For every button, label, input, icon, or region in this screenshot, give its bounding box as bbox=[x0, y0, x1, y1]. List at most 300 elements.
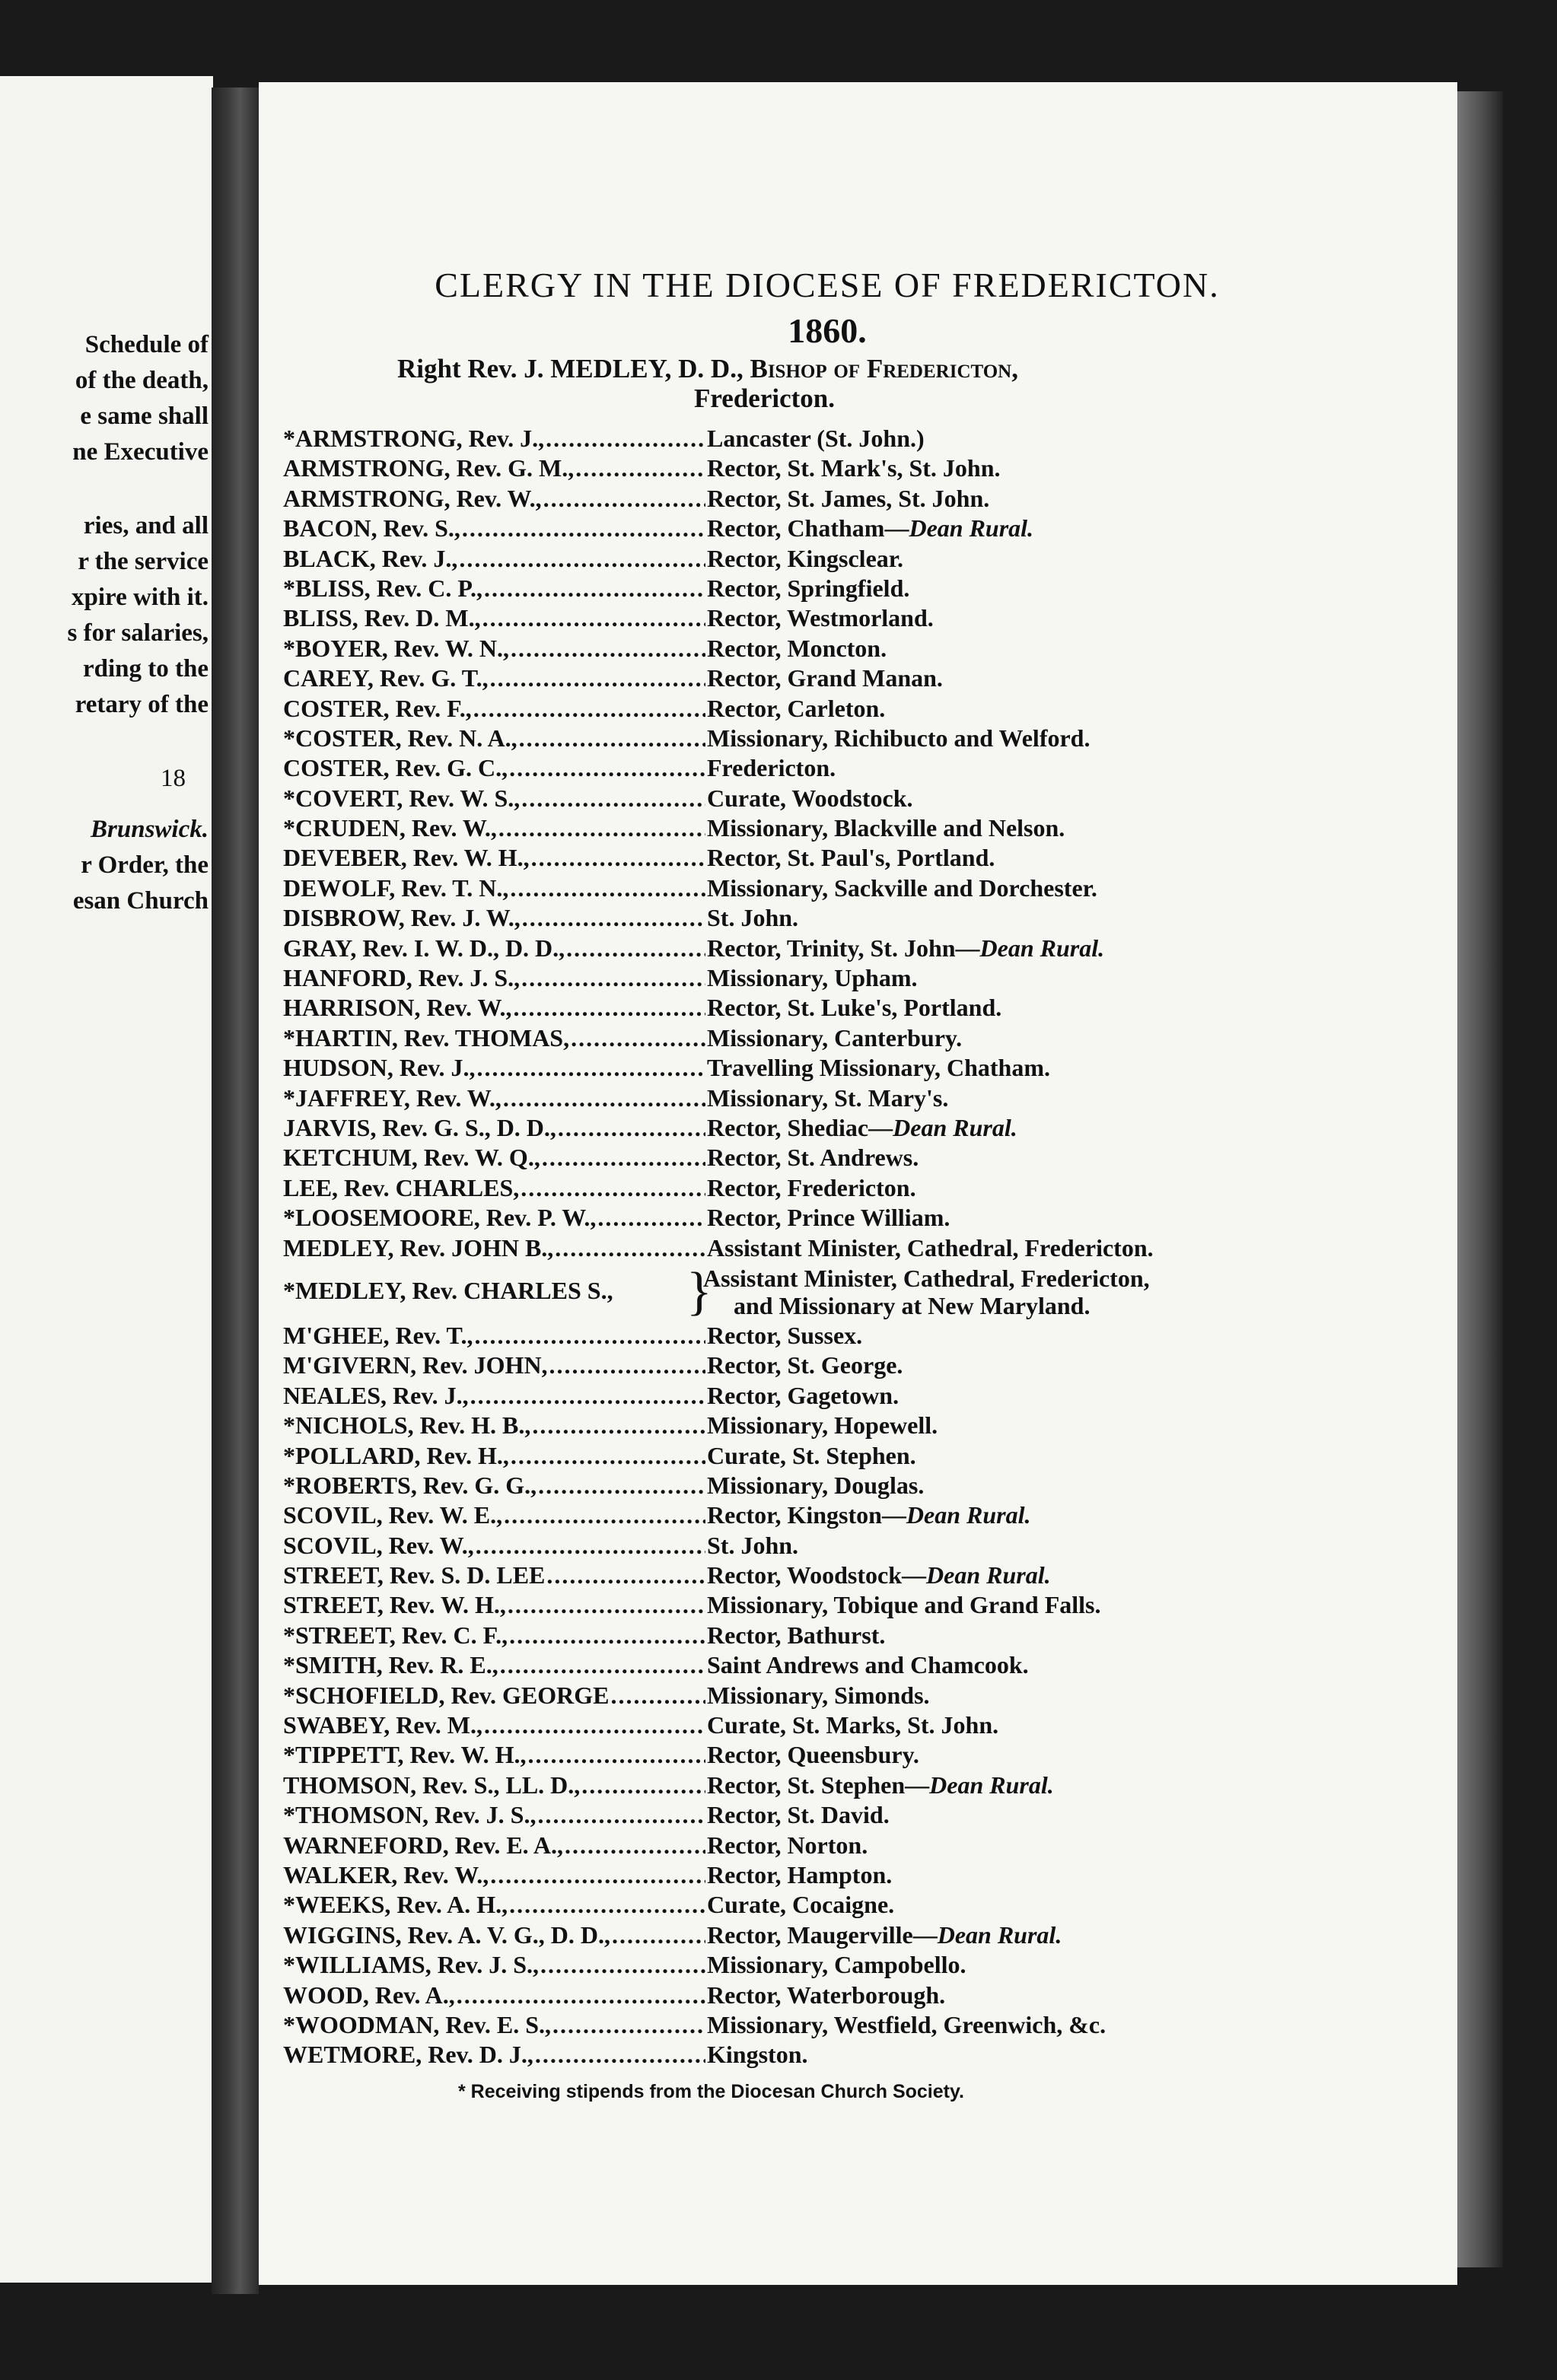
clergy-name-cell bbox=[283, 1681, 705, 1710]
left-line: of the death, bbox=[75, 367, 209, 394]
dot-leader bbox=[489, 1860, 705, 1890]
dot-leader bbox=[508, 1621, 705, 1650]
appointment-text: Rector, St. Paul's, Portland. bbox=[707, 844, 995, 872]
appointment-text: Missionary, Simonds. bbox=[707, 1681, 930, 1709]
dot-leader bbox=[530, 1411, 705, 1440]
clergy-name: GRAY, Rev. I. W. D., D. D., bbox=[283, 934, 565, 962]
clergy-appointment bbox=[705, 453, 1000, 483]
clergy-name-cell bbox=[283, 724, 705, 753]
clergy-name-cell bbox=[283, 1203, 705, 1233]
appointment-text: Rector, St. Andrews. bbox=[707, 1144, 919, 1172]
clergy-name-cell bbox=[283, 1351, 705, 1380]
appointment-text: Rector, Carleton. bbox=[707, 694, 886, 722]
clergy-row bbox=[283, 1681, 1288, 1710]
clergy-name-cell bbox=[283, 1771, 705, 1800]
clergy-name: JARVIS, Rev. G. S., D. D., bbox=[283, 1113, 556, 1141]
left-line: r Order, the bbox=[81, 851, 209, 879]
dot-leader bbox=[530, 843, 705, 873]
dot-leader bbox=[569, 1023, 705, 1053]
clergy-name: CAREY, Rev. G. T., bbox=[283, 664, 489, 692]
appointment-text: Rector, Shediac— bbox=[707, 1113, 893, 1141]
clergy-appointment bbox=[705, 813, 1065, 843]
clergy-appointment bbox=[705, 1173, 916, 1203]
appointment-text: Kingston. bbox=[707, 2041, 808, 2069]
dot-leader bbox=[539, 1950, 705, 1980]
dean-rural-label: Dean Rural. bbox=[979, 934, 1105, 962]
dot-leader bbox=[469, 1381, 705, 1411]
clergy-row bbox=[283, 1023, 1288, 1053]
appointment-text: St. John. bbox=[707, 904, 799, 932]
left-line-brunswick: Brunswick. bbox=[91, 816, 209, 843]
clergy-row bbox=[283, 903, 1288, 933]
brace-icon: } bbox=[686, 1262, 712, 1321]
appointment-text: Missionary, Sackville and Dorchester. bbox=[707, 873, 1097, 902]
clergy-appointment bbox=[705, 1321, 862, 1351]
clergy-appointment bbox=[705, 1590, 1101, 1620]
clergy-appointment bbox=[705, 1203, 950, 1233]
clergy-list-page bbox=[283, 262, 1288, 2103]
clergy-name: KETCHUM, Rev. W. Q., bbox=[283, 1144, 540, 1172]
left-page-number: 18 bbox=[161, 765, 186, 792]
clergy-name-cell bbox=[283, 843, 705, 873]
clergy-appointment bbox=[703, 1265, 1150, 1319]
clergy-name: ARMSTRONG, Rev. W., bbox=[283, 484, 542, 512]
clergy-appointment bbox=[705, 1023, 962, 1053]
clergy-name-cell bbox=[283, 453, 705, 483]
clergy-name: *STREET, Rev. C. F., bbox=[283, 1621, 508, 1649]
clergy-appointment bbox=[705, 753, 836, 783]
left-line: r the service bbox=[78, 548, 209, 575]
appointment-text: Curate, St. Stephen. bbox=[707, 1441, 916, 1469]
dot-leader bbox=[536, 1800, 705, 1830]
dot-leader bbox=[502, 1500, 705, 1530]
clergy-row bbox=[283, 813, 1288, 843]
clergy-appointment bbox=[705, 663, 943, 693]
dot-leader bbox=[596, 1203, 705, 1233]
clergy-name-cell bbox=[283, 1471, 705, 1500]
clergy-row bbox=[283, 514, 1288, 543]
clergy-row bbox=[283, 1800, 1288, 1830]
clergy-row bbox=[283, 634, 1288, 663]
clergy-row-medley-charles bbox=[283, 1262, 1288, 1321]
clergy-row bbox=[283, 963, 1288, 993]
appointment-text: Rector, St. David. bbox=[707, 1801, 890, 1829]
appointment-text: Rector, Gagetown. bbox=[707, 1381, 899, 1409]
dot-leader bbox=[580, 1771, 705, 1800]
clergy-name: *COSTER, Rev. N. A., bbox=[283, 724, 517, 752]
dot-leader bbox=[565, 934, 705, 963]
clergy-name-cell bbox=[283, 1561, 705, 1590]
appointment-text: Rector, Hampton. bbox=[707, 1860, 893, 1888]
left-line: Schedule of bbox=[84, 331, 209, 358]
clergy-appointment bbox=[705, 1561, 1051, 1590]
left-line: ries, and all bbox=[83, 512, 209, 539]
clergy-appointment bbox=[705, 1083, 948, 1113]
appointment-text: Rector, Sussex. bbox=[707, 1321, 863, 1349]
left-line: e same shall bbox=[80, 402, 209, 430]
clergy-appointment bbox=[705, 1441, 916, 1471]
clergy-appointment bbox=[705, 484, 989, 514]
dot-leader bbox=[460, 514, 705, 543]
clergy-name-cell bbox=[283, 1860, 705, 1890]
appointment-text: Rector, Westmorland. bbox=[707, 604, 934, 632]
clergy-appointment bbox=[705, 903, 798, 933]
clergy-row bbox=[283, 784, 1288, 813]
clergy-name-cell bbox=[283, 694, 705, 724]
dot-leader bbox=[482, 1710, 705, 1740]
clergy-name: *WOODMAN, Rev. E. S., bbox=[283, 2010, 551, 2038]
clergy-name-cell bbox=[283, 1831, 705, 1860]
appointment-text: Missionary, Hopewell. bbox=[707, 1411, 938, 1440]
dot-leader bbox=[610, 1681, 706, 1710]
clergy-row bbox=[283, 934, 1288, 963]
appointment-text: Saint Andrews and Chamcook. bbox=[707, 1651, 1029, 1679]
clergy-appointment bbox=[705, 1890, 894, 1920]
clergy-name: COSTER, Rev. F., bbox=[283, 694, 472, 722]
clergy-appointment bbox=[705, 1981, 945, 2010]
appointment-text: Missionary, Richibucto and Welford. bbox=[707, 724, 1091, 752]
clergy-appointment bbox=[705, 1920, 1062, 1950]
clergy-appointment bbox=[705, 934, 1104, 963]
appointment-text: Rector, Fredericton. bbox=[707, 1173, 916, 1201]
clergy-appointment bbox=[705, 1381, 899, 1411]
clergy-name-cell bbox=[283, 574, 705, 603]
bishop-line bbox=[397, 354, 1288, 383]
appointment-text: Rector, Kingston— bbox=[707, 1501, 906, 1529]
dot-leader bbox=[475, 1053, 705, 1083]
clergy-name: M'GIVERN, Rev. JOHN, bbox=[283, 1351, 548, 1379]
clergy-row bbox=[283, 1321, 1288, 1351]
bishop-name: Right Rev. J. MEDLEY, D. D., bbox=[397, 354, 743, 383]
dean-rural-label: Dean Rural. bbox=[937, 1920, 1062, 1949]
dot-leader bbox=[497, 813, 705, 843]
clergy-name: *ARMSTRONG, Rev. J., bbox=[283, 425, 545, 452]
clergy-name: *NICHOLS, Rev. H. B., bbox=[283, 1411, 531, 1440]
clergy-name-cell bbox=[283, 1890, 705, 1920]
clergy-name: STREET, Rev. W. H., bbox=[283, 1591, 506, 1619]
left-line: rding to the bbox=[83, 655, 209, 682]
clergy-appointment bbox=[705, 1950, 966, 1980]
appointment-text: Curate, Woodstock. bbox=[707, 784, 913, 812]
clergy-name-cell bbox=[283, 784, 705, 813]
clergy-appointment bbox=[705, 424, 925, 453]
clergy-row bbox=[283, 1590, 1288, 1620]
left-line: xpire with it. bbox=[72, 584, 209, 611]
clergy-name: COSTER, Rev. G. C., bbox=[283, 754, 508, 782]
appointment-text: Rector, Chatham— bbox=[707, 514, 909, 542]
clergy-name: *BLISS, Rev. C. P., bbox=[283, 574, 482, 602]
dot-leader bbox=[508, 753, 705, 783]
appointment-text: Rector, St. George. bbox=[707, 1351, 903, 1379]
clergy-name-cell bbox=[283, 544, 705, 574]
dot-leader bbox=[481, 603, 705, 633]
appointment-line-2: and Missionary at New Maryland. bbox=[734, 1291, 1091, 1319]
left-line: ne Executive bbox=[72, 438, 209, 466]
dot-leader bbox=[509, 1441, 705, 1471]
dean-rural-label: Dean Rural. bbox=[906, 1501, 1031, 1529]
appointment-text: Rector, Waterborough. bbox=[707, 1981, 946, 2009]
dot-leader bbox=[509, 634, 705, 663]
clergy-name: BLISS, Rev. D. M., bbox=[283, 604, 481, 632]
appointment-text: Missionary, Blackville and Nelson. bbox=[707, 814, 1065, 842]
clergy-row bbox=[283, 1621, 1288, 1650]
clergy-name: *CRUDEN, Rev. W., bbox=[283, 814, 497, 842]
clergy-row bbox=[283, 1561, 1288, 1590]
clergy-appointment bbox=[705, 784, 913, 813]
clergy-appointment bbox=[705, 694, 885, 724]
left-page bbox=[0, 76, 213, 2283]
dean-rural-label: Dean Rural. bbox=[893, 1113, 1017, 1141]
clergy-row bbox=[283, 1053, 1288, 1083]
dot-leader bbox=[542, 484, 705, 514]
clergy-name-cell bbox=[283, 1023, 705, 1053]
book-gutter bbox=[212, 88, 259, 2294]
clergy-name-cell bbox=[283, 903, 705, 933]
clergy-appointment bbox=[705, 1681, 930, 1710]
clergy-name: WIGGINS, Rev. A. V. G., D. D., bbox=[283, 1920, 610, 1949]
clergy-row bbox=[283, 1471, 1288, 1500]
clergy-name-cell bbox=[283, 934, 705, 963]
appointment-text: Rector, St. Mark's, St. John. bbox=[707, 454, 1001, 482]
clergy-name: SWABEY, Rev. M., bbox=[283, 1711, 482, 1739]
clergy-row bbox=[283, 1203, 1288, 1233]
appointment-text: Missionary, St. Mary's. bbox=[707, 1083, 949, 1112]
clergy-row bbox=[283, 1351, 1288, 1380]
clergy-appointment bbox=[705, 603, 934, 633]
left-line: s for salaries, bbox=[67, 619, 209, 647]
clergy-name-cell bbox=[283, 1531, 705, 1561]
clergy-name: *HARTIN, Rev. THOMAS, bbox=[283, 1023, 570, 1052]
clergy-name-cell bbox=[283, 603, 705, 633]
clergy-appointment bbox=[705, 1740, 919, 1770]
bishop-title: Bishop of Fredericton, bbox=[750, 354, 1018, 383]
clergy-row bbox=[283, 1233, 1288, 1263]
left-line: esan Church bbox=[72, 887, 209, 915]
clergy-name: *SMITH, Rev. R. E., bbox=[283, 1651, 498, 1679]
appointment-text: Fredericton. bbox=[707, 754, 836, 782]
clergy-appointment bbox=[705, 2040, 807, 2070]
appointment-text: Rector, Springfield. bbox=[707, 574, 910, 602]
dot-leader bbox=[520, 784, 705, 813]
clergy-row bbox=[283, 603, 1288, 633]
appointment-text: Lancaster (St. John.) bbox=[707, 425, 925, 452]
clergy-name: NEALES, Rev. J., bbox=[283, 1381, 469, 1409]
clergy-name-cell bbox=[283, 1981, 705, 2010]
clergy-name: DEVEBER, Rev. W. H., bbox=[283, 844, 530, 872]
appointment-text: Assistant Minister, Cathedral, Fredericton. bbox=[707, 1233, 1154, 1262]
clergy-name-cell bbox=[283, 634, 705, 663]
clergy-appointment bbox=[705, 1113, 1017, 1143]
clergy-appointment bbox=[705, 544, 903, 574]
clergy-name-cell bbox=[283, 753, 705, 783]
clergy-row bbox=[283, 1950, 1288, 1980]
dot-leader bbox=[574, 453, 705, 483]
clergy-name: *WEEKS, Rev. A. H., bbox=[283, 1891, 508, 1919]
clergy-name-cell bbox=[283, 424, 705, 453]
clergy-appointment bbox=[705, 843, 995, 873]
appointment-text: Rector, Grand Manan. bbox=[707, 664, 943, 692]
clergy-name-cell bbox=[283, 1173, 705, 1203]
clergy-appointment bbox=[705, 1233, 1154, 1263]
bishop-location: Fredericton. bbox=[694, 383, 835, 413]
appointment-text: Curate, Cocaigne. bbox=[707, 1891, 895, 1919]
clergy-appointment bbox=[705, 1351, 903, 1380]
appointment-text: Rector, Kingsclear. bbox=[707, 544, 904, 572]
clergy-name-cell bbox=[283, 1113, 705, 1143]
clergy-appointment bbox=[705, 1860, 892, 1890]
clergy-name: STREET, Rev. S. D. LEE bbox=[283, 1561, 546, 1589]
dot-leader bbox=[540, 1143, 705, 1172]
clergy-appointment bbox=[705, 1500, 1031, 1530]
clergy-appointment bbox=[705, 963, 917, 993]
clergy-appointment bbox=[705, 2010, 1106, 2040]
appointment-text: Rector, Trinity, St. John— bbox=[707, 934, 980, 962]
clergy-row bbox=[283, 1143, 1288, 1172]
clergy-row bbox=[283, 453, 1288, 483]
dot-leader bbox=[556, 1113, 705, 1143]
clergy-row bbox=[283, 1920, 1288, 1950]
appointment-text: Rector, St. Luke's, Portland. bbox=[707, 994, 1002, 1022]
left-line: retary of the bbox=[75, 691, 209, 718]
appointment-text: Rector, Bathurst. bbox=[707, 1621, 886, 1649]
dot-leader bbox=[551, 2010, 705, 2040]
clergy-name-cell bbox=[283, 1500, 705, 1530]
appointment-text: Rector, Moncton. bbox=[707, 634, 887, 662]
clergy-appointment bbox=[705, 1143, 919, 1172]
clergy-row bbox=[283, 873, 1288, 903]
dot-leader bbox=[474, 1531, 705, 1561]
clergy-name: DISBROW, Rev. J. W., bbox=[283, 904, 521, 932]
clergy-row bbox=[283, 1381, 1288, 1411]
left-page-text bbox=[68, 327, 209, 919]
dean-rural-label: Dean Rural. bbox=[926, 1561, 1051, 1589]
appointment-text: Missionary, Westfield, Greenwich, &c. bbox=[707, 2010, 1106, 2038]
appointment-text: Missionary, Canterbury. bbox=[707, 1023, 963, 1052]
clergy-name: THOMSON, Rev. S., LL. D., bbox=[283, 1771, 581, 1799]
clergy-name-cell bbox=[283, 993, 705, 1023]
appointment-text: Rector, St. Stephen— bbox=[707, 1771, 930, 1799]
appointment-text: Missionary, Upham. bbox=[707, 964, 918, 992]
clergy-name: *SCHOFIELD, Rev. GEORGE bbox=[283, 1681, 610, 1709]
clergy-name: *ROBERTS, Rev. G. G., bbox=[283, 1471, 537, 1499]
dot-leader bbox=[512, 993, 706, 1023]
clergy-name-cell bbox=[283, 1233, 705, 1263]
appointment-text: Rector, Queensbury. bbox=[707, 1741, 919, 1769]
dot-leader bbox=[520, 963, 705, 993]
clergy-name: *POLLARD, Rev. H., bbox=[283, 1441, 509, 1469]
clergy-row bbox=[283, 1531, 1288, 1561]
clergy-appointment bbox=[705, 1771, 1054, 1800]
clergy-name: *JAFFREY, Rev. W., bbox=[283, 1083, 501, 1112]
clergy-name: *BOYER, Rev. W. N., bbox=[283, 634, 509, 662]
dot-leader bbox=[473, 1321, 706, 1351]
dean-rural-label: Dean Rural. bbox=[929, 1771, 1054, 1799]
clergy-name: SCOVIL, Rev. W., bbox=[283, 1531, 474, 1559]
clergy-name-cell bbox=[283, 1381, 705, 1411]
clergy-row bbox=[283, 484, 1288, 514]
clergy-name-cell bbox=[283, 1710, 705, 1740]
clergy-name-cell bbox=[283, 1800, 705, 1830]
dot-leader bbox=[498, 1650, 705, 1680]
clergy-row bbox=[283, 1981, 1288, 2010]
dot-leader bbox=[521, 903, 705, 933]
clergy-name-cell bbox=[283, 1053, 705, 1083]
clergy-row bbox=[283, 2010, 1288, 2040]
dot-leader bbox=[548, 1351, 705, 1380]
clergy-row bbox=[283, 1113, 1288, 1143]
clergy-appointment bbox=[705, 634, 887, 663]
clergy-row bbox=[283, 1860, 1288, 1890]
clergy-row bbox=[283, 1441, 1288, 1471]
dot-leader bbox=[610, 1920, 705, 1950]
clergy-name: LEE, Rev. CHARLES, bbox=[283, 1173, 520, 1201]
clergy-row bbox=[283, 2040, 1288, 2070]
clergy-appointment bbox=[705, 1531, 798, 1561]
dot-leader bbox=[489, 663, 705, 693]
clergy-row bbox=[283, 694, 1288, 724]
clergy-row bbox=[283, 574, 1288, 603]
clergy-appointment bbox=[705, 993, 1001, 1023]
appointment-text: Curate, St. Marks, St. John. bbox=[707, 1711, 999, 1739]
clergy-appointment bbox=[705, 514, 1033, 543]
clergy-row bbox=[283, 1650, 1288, 1680]
appointment-text: Rector, Woodstock— bbox=[707, 1561, 926, 1589]
clergy-name-cell bbox=[283, 484, 705, 514]
clergy-row bbox=[283, 1411, 1288, 1440]
dot-leader bbox=[537, 1471, 705, 1500]
clergy-row bbox=[283, 1083, 1288, 1113]
clergy-name-cell bbox=[283, 2040, 705, 2070]
appointment-text: Missionary, Douglas. bbox=[707, 1471, 925, 1499]
appointment-text: Missionary, Tobique and Grand Falls. bbox=[707, 1591, 1101, 1619]
clergy-appointment bbox=[705, 1471, 924, 1500]
dot-leader bbox=[553, 1233, 705, 1263]
clergy-name: *TIPPETT, Rev. W. H., bbox=[283, 1741, 527, 1769]
page-title: CLERGY IN THE DIOCESE OF FREDERICTON. bbox=[435, 266, 1220, 304]
dot-leader bbox=[519, 1173, 705, 1203]
page-edge bbox=[1457, 91, 1503, 2267]
clergy-list bbox=[283, 424, 1288, 1263]
page-year: 1860. bbox=[788, 311, 867, 350]
clergy-appointment bbox=[705, 1710, 998, 1740]
appointment-text: Rector, Prince William. bbox=[707, 1204, 950, 1232]
clergy-row bbox=[283, 1740, 1288, 1770]
clergy-name-cell bbox=[283, 1321, 705, 1351]
dot-leader bbox=[457, 544, 705, 574]
clergy-name-cell bbox=[283, 1441, 705, 1471]
clergy-appointment bbox=[705, 1411, 938, 1440]
clergy-name: WETMORE, Rev. D. J., bbox=[283, 2041, 533, 2069]
dot-leader bbox=[533, 2040, 705, 2070]
clergy-name: DEWOLF, Rev. T. N., bbox=[283, 873, 509, 902]
dot-leader bbox=[526, 1740, 705, 1770]
clergy-name: *THOMSON, Rev. J. S., bbox=[283, 1801, 537, 1829]
clergy-appointment bbox=[705, 1621, 885, 1650]
clergy-appointment bbox=[705, 873, 1097, 903]
appointment-text: Missionary, Campobello. bbox=[707, 1951, 966, 1979]
clergy-name-cell bbox=[283, 1590, 705, 1620]
clergy-name: WALKER, Rev. W., bbox=[283, 1860, 489, 1888]
clergy-name: HARRISON, Rev. W., bbox=[283, 994, 512, 1022]
appointment-text: Rector, St. James, St. John. bbox=[707, 484, 990, 512]
clergy-name: *LOOSEMOORE, Rev. P. W., bbox=[283, 1204, 597, 1232]
clergy-row bbox=[283, 724, 1288, 753]
clergy-name: WOOD, Rev. A., bbox=[283, 1981, 455, 2009]
clergy-name-cell bbox=[283, 1083, 705, 1113]
clergy-name-cell bbox=[283, 514, 705, 543]
clergy-name-cell bbox=[283, 663, 705, 693]
clergy-name: BLACK, Rev. J., bbox=[283, 544, 458, 572]
